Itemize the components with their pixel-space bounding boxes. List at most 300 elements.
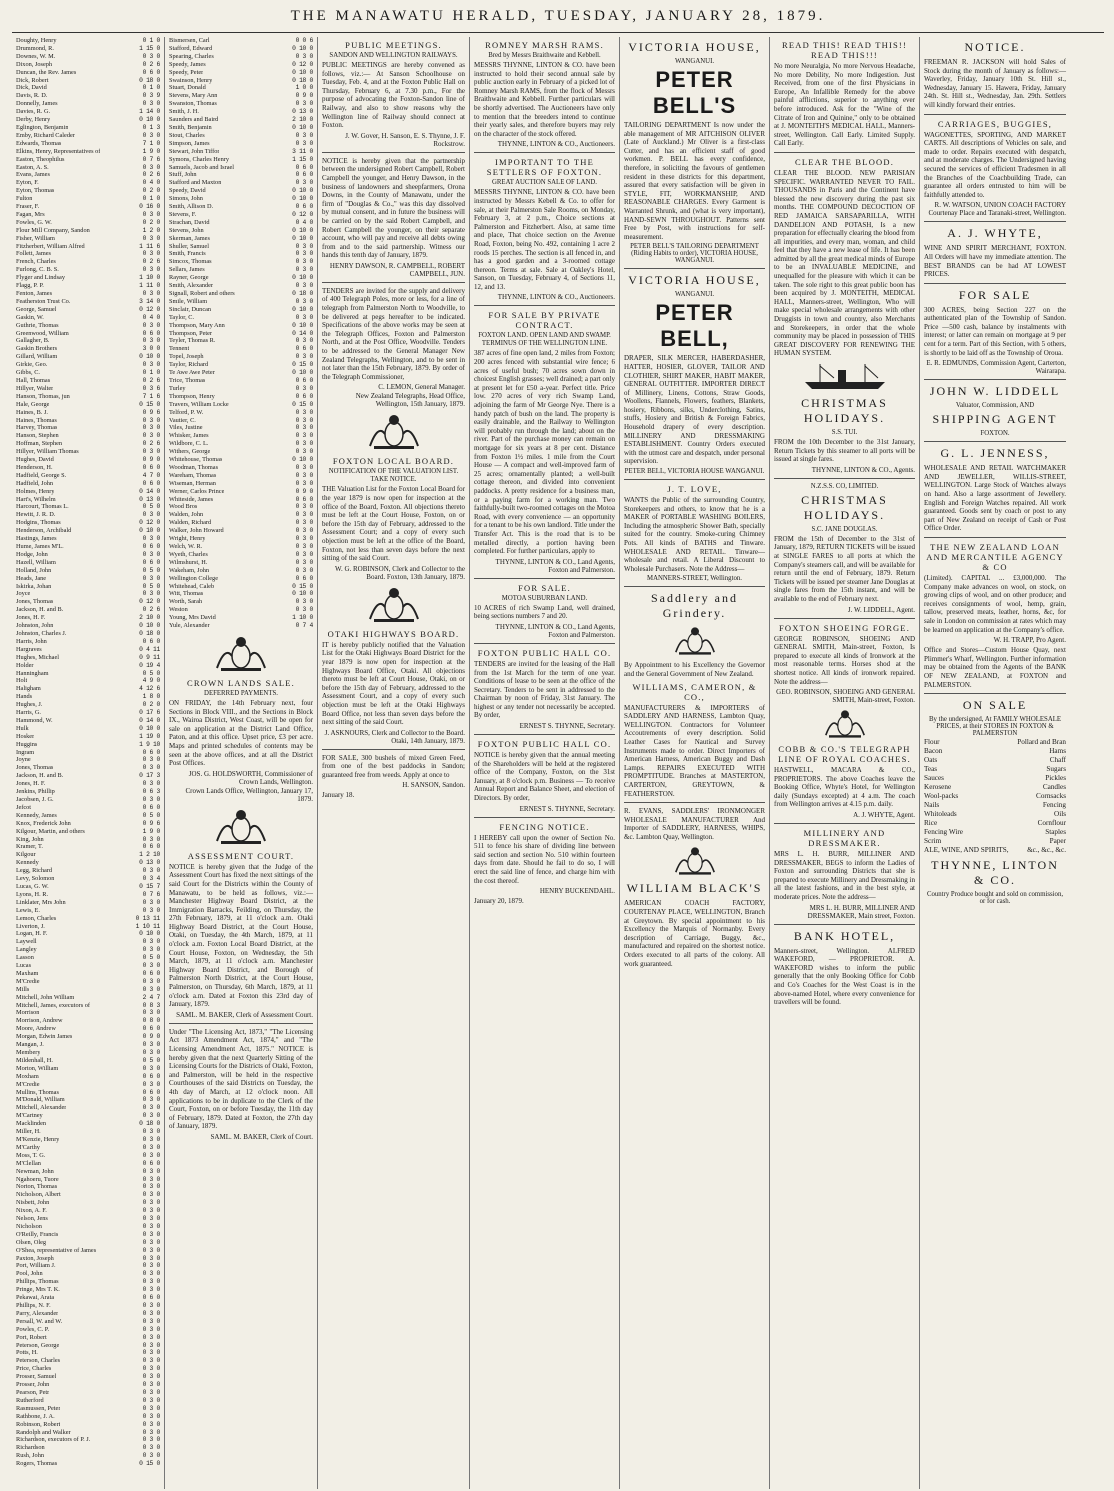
assessment-entry-amount: 1 15 0 [292,155,313,163]
assessment-entry-amount: 1 8 0 [142,693,160,701]
assessment-entry [16,891,160,899]
on-sale-heading: ON SALE [962,698,1028,713]
foxton-local-board-heading: FOXTON LOCAL BOARD. [332,456,455,467]
assessment-entry [16,385,160,393]
assessment-entry [169,132,313,140]
assessment-entry [16,282,160,290]
assessment-entry [16,709,160,717]
assessment-entry [16,1270,160,1278]
assessment-entry-amount: 0 3 0 [142,1151,160,1159]
assessment-entry-amount: 0 3 0 [295,100,313,108]
forge-heading: FOXTON SHOEING FORGE. [778,622,911,633]
assessment-entry-name: Stewart, John Tiffor [169,147,220,155]
tailoring-footer: PETER BELL'S TAILORING DEPARTMENT (Riding Habits to order), VICTORIA HOUSE, WANGANUI. [630,243,759,265]
christmas-heading: CHRISTMAS HOLIDAYS. [801,396,888,425]
partnership-notice-signature: HENRY DAWSON, R. CAMPBELL, ROBERT CAMPBELL, JUN. [329,261,465,278]
assessment-entry [169,69,313,77]
assessment-entry-name: Harris, John [16,637,47,645]
assessment-entry-amount: 0 3 0 [142,1207,160,1215]
assessment-entry [16,132,160,140]
important-body: MESSRS THYNNE, LINTON & CO. have been instructed by Messrs Kebell & Co. to offer for sale, at their Palmerston Sale Rooms, on Monday, February 3, at 2 p.m., Choice sections at Palmerston and Fitzherbert. Also, at same time and place, That choice section on the Avenue Road, Foxton, being No. 492, containing 1 acre 2 roods 15 perches. The section is all fenced in, and has a good garden and a 3-roomed cottage thereon. Terms at sale. Sale at Oakley's Hotel, Sanson, on Tuesday, February 4, of Sections 11, 12, and 13. [474,188,615,291]
assessment-entry-amount: 0 15 0 [139,400,160,408]
assessment-entry [16,187,160,195]
divider [624,479,765,480]
assessment-entry [16,796,160,804]
assessment-entry [16,401,160,409]
assessment-entry-name: Wyeth, Charles [169,550,208,558]
assessment-entry-amount: 0 9 0 [295,92,313,100]
assessment-entry-amount: 0 1 0 [142,37,160,44]
assessment-entry-amount: 0 3 0 [142,1452,160,1460]
foxton-local-board-body: THE Valuation List for the Foxton Local Board for the year 1879 is now open for inspection at the office of the Board, Foxton. All objections thereto must be left at the Court House, Foxton, on or before the 15th day of February, addressed to the Assessment Court; and a copy of every such objection must be left at the office of the Board, Foxton, not less than seven days before the next sitting of the said Court. [322,485,465,563]
assessment-entry-amount: 0 9 6 [142,408,160,416]
assessment-entry-amount: 0 15 0 [292,400,313,408]
assessment-entry [16,306,160,314]
assessment-entry-amount: 0 10 0 [139,116,160,124]
assessment-entry [169,551,313,559]
assessment-entry [16,1231,160,1239]
assessment-entry-amount: 0 3 0 [142,1309,160,1317]
assessment-entry-name: Lewis, E. [16,906,40,914]
assessment-entry-name: Whiteside, James [169,495,214,503]
jane-douglas-body: FROM the 15th of December to the 31st of January, 1879, RETURN TICKETS will be issued at SINGLE FARES to all ports at which the Company's steamers call, and will be available for return until the end of February, 1879. Return Tickets will be issued per steamer Jane Douglas at single fares from the 15th instant, and will be available to the end of February next. [774,534,915,603]
assessment-entry [16,559,160,567]
assessment-entry-name: Doughty, Henry [16,37,57,44]
assessment-entry-amount: 0 3 0 [142,1278,160,1286]
assessment-entry-amount: 0 3 0 [295,511,313,519]
assessment-entry-name: Knox, Frederick John [16,819,71,827]
assessment-entry-amount: 0 3 0 [295,424,313,432]
assessment-entry [16,1199,160,1207]
goods-row [924,738,1066,747]
assessment-entry-name: Walker, John Howard [169,527,224,535]
assessment-entry-name: Randolph and Walker [16,1428,71,1436]
assessment-entry-name: Mitchell, James, executors of [16,1001,90,1009]
assessment-entry [169,472,313,480]
assessment-entry-amount: 0 15 7 [139,882,160,890]
assessment-entry-amount: 0 3 0 [142,1325,160,1333]
assessment-entry-amount: 0 3 0 [295,52,313,60]
assessment-entry-name: Price, Charles [16,1365,52,1373]
assessment-entry-amount: 0 3 0 [142,574,160,582]
assessment-entry-amount: 0 15 0 [139,1460,160,1468]
assessment-entry [16,448,160,456]
assessment-entry-name: Hart's, Wilhelm [16,495,56,503]
assessment-entry-amount: 0 6 0 [295,495,313,503]
assessment-entry-amount: 0 3 0 [142,163,160,171]
read-this-heading: READ THIS! READ THIS!! READ THIS!!! [781,40,907,60]
assessment-entry-name: Rutherford [16,1396,44,1404]
assessment-entry-amount: 0 3 0 [142,962,160,970]
assessment-entry-amount: 1 15 0 [139,44,160,52]
assessment-entry-amount: 0 3 0 [142,1096,160,1104]
assessment-entry-name: Te Awe Awe Peter [169,369,215,377]
assessment-entry-amount: 3 14 0 [139,297,160,305]
tui-heading: S.S. TUI. [831,429,858,436]
assessment-entry-amount: 0 3 0 [142,1183,160,1191]
clear-blood-heading: CLEAR THE BLOOD. [794,156,895,167]
assessment-entry [16,598,160,606]
assessment-entry-amount: 0 9 6 [142,819,160,827]
assessment-entry-name: Davies, R. G. [16,108,51,116]
assessment-entry-amount: 0 3 0 [142,1381,160,1389]
assessment-entry-name: Dick, David [16,84,47,92]
assessment-entry-name: Woodman, Thomas [169,463,219,471]
victoria-house-place: WANGANUI. [674,58,715,65]
assessment-entry-name: Stout, Charles [169,131,205,139]
assessment-entry-name: Smith, Francis [169,250,206,258]
assessment-entry-name: Edwards, Thomas [16,139,62,147]
assessment-entry-name: Haines, Thomas [16,416,57,424]
divider [474,817,615,818]
assessment-entry-amount: 0 3 0 [142,1341,160,1349]
assessment-entry-amount: 0 3 0 [142,361,160,369]
goods-item: &c., &c., &c. [1027,846,1066,855]
goods-row [924,837,1066,846]
assessment-entry-amount: 1 10 11 [135,922,160,930]
assessment-entry-name: Hughes, Michael [16,653,60,661]
assessment-entry-name: Telford, P. W. [169,408,204,416]
peter-bell-title: PETER BELL, [655,300,734,352]
assessment-entry-amount: 0 3 0 [295,384,313,392]
romney-rams-body: MESSRS THYNNE, LINTON & CO. have been instructed to hold their second annual sale by public auction early in February of a picked lot of Romney Marsh RAMS, from the flock of Messrs Braithwaite and Kebbell. Further particulars will be shortly advertised. The Auctioneers have only to mention that the breeders intend to continue their yearly sales, and therefore buyers may rely on the character of the stock offered. [474,61,615,138]
assessment-entry-amount: 0 3 0 [142,1009,160,1017]
assessment-entry [16,480,160,488]
assessment-entry-name: Sellars, James [169,266,205,274]
assessment-entry [16,1310,160,1318]
assessment-entry [16,923,160,931]
divider [474,305,615,306]
assessment-entry-name: Holt [16,677,28,685]
assessment-entry [16,693,160,701]
carriages-body: WAGONETTES, SPORTING, AND MARKET CARTS. All descriptions of Vehicles on sale, and made to order. Repairs executed with despatch, and at moderate charges. The Undersigned having secured the services of efficient Tradesmen in all the Branches of the Coachbuilding Trade, can guarantee all orders entrusted to him will be faithfully attended to. [924,130,1066,199]
assessment-entry-amount: 0 2 6 [142,258,160,266]
assessment-entry-amount: 0 10 0 [292,226,313,234]
assessment-entry [16,1104,160,1112]
assessment-entry-amount: 0 2 6 [142,606,160,614]
assessment-entry-amount: 0 3 0 [295,297,313,305]
assessment-entry [16,1444,160,1452]
assessment-entry-name: Liverton, J. [16,922,45,930]
tui-body: FROM the 10th December to the 31st January, Return Tickets by this steamer to all ports will be issued at single fares. [774,438,915,464]
assessment-entry-name: Membery [16,1049,41,1056]
assessment-entry-amount: 0 3 0 [142,424,160,432]
assessment-entry [16,1286,160,1294]
assessment-entry [16,203,160,211]
goods-row [924,828,1066,837]
assessment-entry-amount: 0 3 0 [142,535,160,543]
assessment-entry [16,1429,160,1437]
goods-item: Teas [924,765,938,774]
assessment-entry [16,417,160,425]
assessment-entry-name: Olsen, Oleg [16,1238,47,1246]
assessment-entry-amount: 0 3 0 [142,1317,160,1325]
assessment-entry [16,1049,160,1057]
assessment-entry-name: Gaskin Brothers [16,345,58,353]
assessment-entry-name: Donnelly, James [16,100,58,108]
assessment-entry-amount: 0 3 0 [142,977,160,985]
public-hall-2-body: NOTICE is hereby given that the annual meeting of the Shareholders will be held at the registered office of the Company, Foxton, on the 31st January, at 8 o'clock p.m. Business — To receive Annual Report and Balance Sheet, and election of Directors. By order, [474,751,615,803]
assessment-entry-name: Topel, Joseph [169,353,204,361]
assessment-entry [16,322,160,330]
assessment-entry-name: Downes, W. M. [16,52,56,60]
assessment-entry-amount: 0 4 11 [139,645,160,653]
assessment-entry-name: Eyton, F. [16,179,39,187]
assessment-entry [16,511,160,519]
assessment-entry [16,1057,160,1065]
assessment-entry [16,1452,160,1460]
nzss-heading: N.Z.S.S. CO, LIMITED. [810,482,879,490]
assessment-entry-name: Harris, G. [16,709,42,717]
assessment-entry-name: Withers, George [169,448,211,456]
assessment-entry [16,804,160,812]
nz-loan-body-2: Office and Stores—Custom House Quay, next Plimmer's Wharf, Wellington. Further information may be obtained from the Agents of the BANK OF NEW ZEALAND, at FOXTON and PALMERSTON. [924,646,1066,689]
assessment-entry [16,1089,160,1097]
assessment-entry-name: Rathbone, J. A. [16,1412,55,1420]
assessment-entry-amount: 0 10 0 [292,274,313,282]
assessment-entry-name: Saunders and Baird [169,116,219,124]
assessment-entry-amount: 0 10 0 [139,724,160,732]
divider [624,802,765,803]
assessment-entry [169,164,313,172]
assessment-entry [169,464,313,472]
assessment-entry-amount: 0 6 0 [142,637,160,645]
millinery-signature: MRS L. H. BURR, MILLINER AND DRESSMAKER, Main street, Foxton. [807,903,915,920]
assessment-entry [16,488,160,496]
assessment-entry [16,243,160,251]
assessment-entry-name: Hughes, J. [16,701,43,709]
assessment-entry-name: Taylor, Richard [169,361,209,369]
motoa-signature: THYNNE, LINTON & CO., Land Agents, Foxton and Palmerston. [495,622,615,639]
assessment-entry [16,1009,160,1017]
assessment-entry [16,211,160,219]
assessment-entry-name: Guthrie, Thomas [16,321,59,329]
assessment-entry [16,330,160,338]
assessment-entry [169,290,313,298]
assessment-entry [16,69,160,77]
assessment-entry-amount: 0 15 0 [292,361,313,369]
assessment-entry [169,250,313,258]
goods-item: Fencing [1042,801,1066,810]
assessment-entry [16,590,160,598]
assessment-entry-name: Wilmshurst, H. [169,558,208,566]
forge-body: GEORGE ROBINSON, SHOEING AND GENERAL SMITH, Main-street, Foxton, Is prepared to execute all kinds of Ironwork at the most reasonable terms. Horses shod at the shortest notice. All kinds of ironwork repaired. Note the address— [774,634,915,686]
goods-item: Whitoleads [924,810,957,819]
divider [924,221,1066,222]
assessment-entry-amount: 0 9 0 [295,487,313,495]
assessment-entry [16,1017,160,1025]
assessment-entry [16,179,160,187]
column-7 [920,37,1070,1489]
assessment-entry-amount: 0 12 0 [139,519,160,527]
assessment-entry-name: Stuff, John [169,171,197,179]
assessment-entry-amount: 0 14 0 [139,487,160,495]
assessment-entry [16,45,160,53]
assessment-entry-amount: 0 3 0 [142,590,160,598]
assessment-entry-name: Kennedy, James [16,811,57,819]
assessment-entry-amount: 0 6 0 [142,1088,160,1096]
assessment-entry-amount: 0 3 0 [295,282,313,290]
assessment-entry-amount: 0 10 0 [292,590,313,598]
assessment-entry-amount: 0 3 0 [142,780,160,788]
assessment-entry-name: Rush, John [16,1452,44,1460]
assessment-entry-amount: 0 18 0 [292,76,313,84]
assessment-entry-amount: 0 6 0 [295,345,313,353]
williams-cameron-heading: WILLIAMS, CAMERON, & CO., [632,681,757,702]
assessment-entry [16,361,160,369]
assessment-entry [16,1247,160,1255]
assessment-entry-amount: 0 10 0 [292,187,313,195]
motoa-sub: MOTOA SUBURBAN LAND. [501,594,588,602]
assessment-entry [16,630,160,638]
assessment-entry [169,37,313,45]
assessment-entry-name: Laywell [16,938,37,946]
assessment-entry [169,480,313,488]
assessment-entry-name: Legg, Richard [16,867,53,875]
assessment-entry-name: Speedy, David [169,187,206,195]
romney-rams-heading: ROMNEY MARSH RAMS. [485,40,604,50]
goods-item: Pollard and Bran [1017,738,1066,747]
assessment-entry [169,345,313,353]
assessment-entry-amount: 0 3 0 [142,210,160,218]
assessment-entry-amount: 0 10 0 [139,527,160,535]
private-contract-signature: THYNNE, LINTON & CO., Land Agents, Foxton and Palmerston. [495,557,615,574]
assessment-entry-amount: 0 6 0 [295,203,313,211]
assessment-entry-name: Pearson, Petr [16,1388,50,1396]
assessment-entry-amount: 0 3 0 [142,835,160,843]
assessment-entry-name: Richardson [16,1444,45,1452]
assessment-entry-name: M'Kenzie, Henry [16,1135,60,1143]
assessment-entry-name: Simcox, Thomas [169,258,212,266]
assessment-entry [16,836,160,844]
assessment-entry [16,638,160,646]
assessment-entry-name: Thompson, Henry [169,392,215,400]
assessment-entry [16,1215,160,1223]
assessment-entry-name: M'Cartney [16,1112,43,1120]
assessment-entry-amount: 0 4 0 [295,218,313,226]
assessment-entry-amount: 0 3 0 [295,337,313,345]
assessment-entry-amount: 0 3 0 [142,1049,160,1056]
assessment-entry [16,1405,160,1413]
assessment-entry [16,725,160,733]
assessment-entry [169,393,313,401]
column-4 [470,37,620,1489]
assessment-entry [16,1460,160,1468]
assessment-entry-name: Whitehead, Caleb [169,582,215,590]
assessment-entry-name: Speedy, James [169,60,206,68]
assessment-entry-amount: 0 4 0 [142,313,160,321]
assessment-entry [16,1294,160,1302]
assessment-entry [169,377,313,385]
assessment-entry-name: Skerman, James [169,234,210,242]
assessment-entry-amount: 0 3 0 [295,535,313,543]
assessment-entry-amount: 0 6 0 [142,1294,160,1302]
divider [474,578,615,579]
goods-item: Nails [924,801,940,810]
assessment-entry [169,567,313,575]
assessment-entry-name: Stuart, Donald [169,84,206,92]
assessment-entry [16,907,160,915]
assessment-entry [16,677,160,685]
assessment-entry [169,266,313,274]
goods-row [924,747,1066,756]
assessment-entry [169,227,313,235]
assessment-entry-amount: 0 3 0 [142,1270,160,1278]
assessment-entry-amount: 0 3 0 [142,1357,160,1365]
assessment-entry-amount: 0 3 0 [142,1396,160,1404]
assessment-entry [16,614,160,622]
nz-loan-heading: THE NEW ZEALAND LOAN AND MERCANTILE AGENCY & CO [926,542,1064,572]
assessment-entry [169,527,313,535]
assessment-entry-name: Richardson, executors of P. J. [16,1436,91,1444]
goods-item: Sugars [1046,765,1066,774]
assessment-entry-name: Fowles, G. W. [16,218,52,226]
assessment-entry [169,77,313,85]
assessment-entry-amount: 0 3 0 [142,1246,160,1254]
assessment-entry-name: Jones, H. F. [16,614,46,622]
assessment-entry-amount: 0 3 0 [142,1349,160,1357]
assessment-entry-amount: 0 12 0 [139,305,160,313]
assessment-entry [169,243,313,251]
assessment-entry-amount: 0 13 0 [139,495,160,503]
goods-item: Cornsacks [1036,792,1066,801]
christmas-2-heading: CHRISTMAS HOLIDAYS. [801,492,888,522]
assessment-entry-name: Teyler, Thomas R. [169,337,216,345]
assessment-entry-name: Emby, Richard Caleder [16,131,75,139]
assessment-entry-amount: 0 13 0 [292,108,313,116]
assessment-entry-name: Dixon, Joseph [16,60,53,68]
assessment-entry-name: Mills [16,985,30,993]
assessment-entry [16,424,160,432]
assessment-entry-name: Rogers, Thomas [16,1460,58,1468]
assessment-entry-name: Jackson, H. and B. [16,772,64,780]
assessment-entry-amount: 0 3 0 [295,558,313,566]
assessment-entry-name: Simpson, James [169,139,210,147]
assessment-entry-amount: 0 3 0 [142,1436,160,1444]
public-meetings-heading: PUBLIC MEETINGS. [345,40,442,50]
assessment-entry [16,440,160,448]
assessment-entry-name: Young, Mrs David [169,614,216,622]
assessment-entry [169,274,313,282]
assessment-entry [16,432,160,440]
assessment-entry-amount: 0 3 0 [142,337,160,345]
assessment-entry [16,1128,160,1136]
assessment-entry [169,171,313,179]
assessment-entry-amount: 0 3 0 [142,1444,160,1452]
assessment-entry-amount: 0 6 0 [295,163,313,171]
assessment-entry-name: Moss, T. G. [16,1151,46,1159]
assessment-entry-amount: 0 3 0 [142,1388,160,1396]
assessment-entry [16,1302,160,1310]
assessment-entry-name: Rayner, George [169,274,209,282]
assessment-entry-amount: 0 6 0 [295,171,313,179]
assessment-entry-name: Whisker, James [169,432,209,440]
assessment-entry-amount: 0 3 0 [142,898,160,906]
assessment-entry-name: Turley [169,384,186,392]
divider [774,478,915,479]
assessment-entry-amount: 0 3 0 [142,764,160,772]
assessment-entry-amount: 0 6 0 [142,543,160,550]
assessment-entry [16,1144,160,1152]
whyte-heading: A. J. WHYTE, [947,226,1043,241]
assessment-entry-name: Jacobsen, J. G. [16,796,54,803]
assessment-entry-name: Rasmussen, Peter [16,1404,61,1412]
assessment-entry-name: Swainson, Henry [169,76,213,84]
assessment-entry-amount: 0 3 0 [295,131,313,139]
assessment-entry-amount: 0 17 6 [139,709,160,717]
royal-crest-icon [322,412,465,452]
assessment-entry-amount: 0 7 6 [142,890,160,898]
